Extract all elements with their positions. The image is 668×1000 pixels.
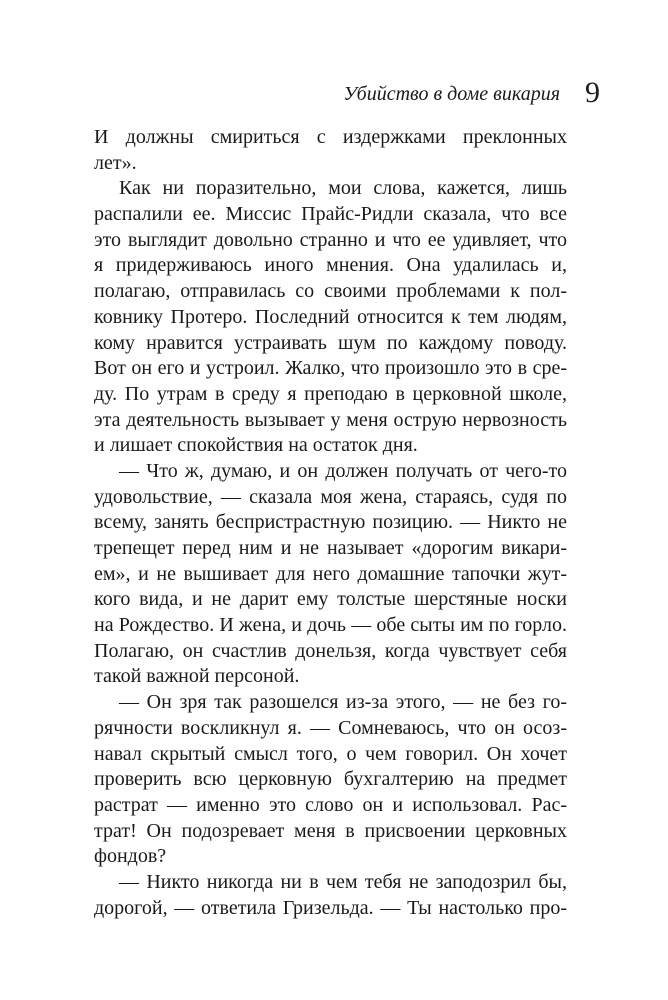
text-line: такой важной персоной. [94,665,300,688]
text-line: лет». [94,151,137,174]
text-line: полагаю, отправилась со своими проблемами к пол- [94,280,567,303]
text-line: навал скрытый смысл того, о чем говорил. Он хочет [94,742,567,765]
page-number: 9 [585,76,600,109]
text-line: ковнику Протеро. Последний относится к тем людям, [94,305,567,328]
text-line: рячности воскликнул я. — Сомневаюсь, что он осоз- [94,716,567,739]
text-line: трепещет перед ним и не называет «дорогим викари- [94,537,567,559]
text-line: кому нравится устраивать шум по каждому поводу. [94,331,567,354]
text-line: — Никто никогда ни в чем тебя не заподозрил бы, [119,870,567,893]
body-text [94,125,567,921]
text-line: Полагаю, он счастлив донельзя, когда чувствует себя [94,639,567,662]
text-line: ем», и не вышивает для него домашние тапочки жут- [94,562,567,585]
text-line: И должны смириться с издержками преклонных [94,126,567,148]
text-line: Вот он его и устроил. Жалко, что произошло это в сре- [94,357,567,380]
text-line: дорогой, — ответила Гризельда. — Ты настолько про- [94,896,567,919]
running-title: Убийство в доме викария [343,83,560,105]
text-line: проверить всю церковную бухгалтерию на предмет [94,768,567,791]
text-line: — Он зря так разошелся из-за этого, — не без го- [119,691,567,714]
text-line: трат! Он подозревает меня в присвоении церковных [94,819,567,842]
text-line: Как ни поразительно, мои слова, кажется, лишь [119,177,567,200]
text-line: растрат — именно это слово он и использовал. Рас- [94,793,567,816]
text-line: удовольствие, — сказала моя жена, стараясь, судя по [94,485,567,508]
text-line: на Рождество. И жена, и дочь — обе сыты им по горло. [94,614,567,637]
text-line: эта деятельность вызывает у меня острую нервозность [94,408,567,431]
text-line: ду. По утрам в среду я преподаю в церковной школе, [94,382,567,405]
text-line: это выглядит довольно странно и что ее удивляет, что [94,228,567,251]
text-line: кого вида, и не дарит ему толстые шерстяные носки [94,588,567,611]
text-line: — Что ж, думаю, и он должен получать от чего-то [119,459,567,482]
text-line: и лишает спокойствия на остаток дня. [94,434,418,457]
text-line: фондов? [94,845,167,868]
text-line: всему, занять беспристрастную позицию. — Никто не [94,511,567,534]
text-line: распалили ее. Миссис Прайс-Ридли сказала, что все [94,203,567,226]
text-line: я придерживаюсь иного мнения. Она удалилась и, [94,254,567,277]
